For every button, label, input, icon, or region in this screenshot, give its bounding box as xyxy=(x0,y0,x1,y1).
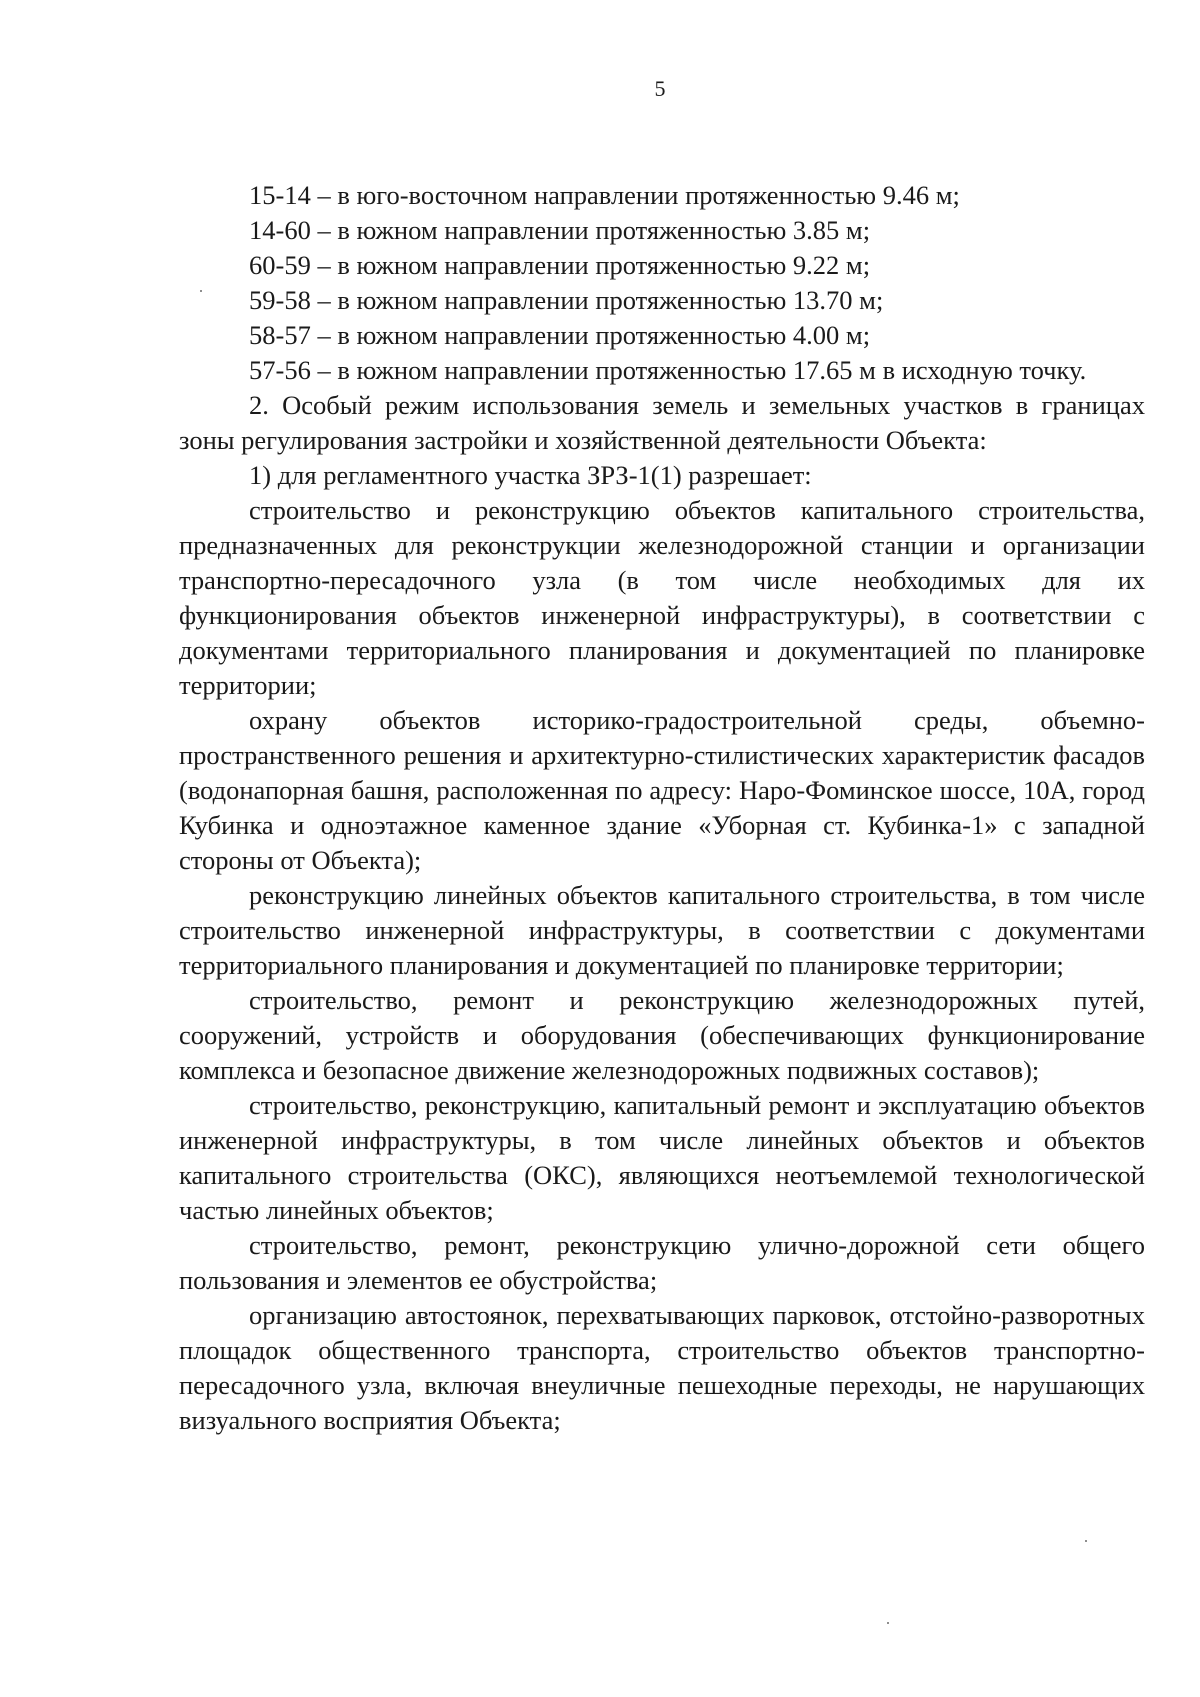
subsection-heading: 1) для регламентного участка ЗРЗ-1(1) разрешает: xyxy=(249,460,812,490)
section-heading-paragraph: 2. Особый режим использования земель и земельных участков в границах зоны регулирования застройки и хозяйственной деятельности Объекта: xyxy=(179,390,1145,455)
regulation-item: охрану объектов историко-градостроительной среды, объемно-пространственного решения и архитектурно-стилистических характеристик фасадов (водонапорная башня, расположенная по адресу: Наро-Фоминское шоссе, 10А, город Кубинка и одноэтажное каменное здание «Уборная ст. Кубинка-1» с западной стороны от Объекта); xyxy=(179,705,1145,875)
regulation-item: строительство, ремонт, реконструкцию улично-дорожной сети общего пользования и элементов ее обустройства; xyxy=(179,1230,1145,1295)
scan-speck xyxy=(887,1622,889,1624)
segment-line: 15-14 – в юго-восточном направлении протяженностью 9.46 м; xyxy=(249,180,960,210)
segment-line: 60-59 – в южном направлении протяженностью 9.22 м; xyxy=(249,250,871,280)
segment-line: 58-57 – в южном направлении протяженностью 4.00 м; xyxy=(249,320,871,350)
segment-final-paragraph: 57-56 – в южном направлении протяженностью 17.65 м в исходную точку. xyxy=(249,355,1087,385)
regulation-item: строительство, реконструкцию, капитальный ремонт и эксплуатацию объектов инженерной инфраструктуры, в том числе линейных объектов и объектов капитального строительства (ОКС), являющихся неотъемлемой технологической частью линейных объектов; xyxy=(179,1090,1145,1225)
segment-line: 59-58 – в южном направлении протяженностью 13.70 м; xyxy=(249,285,884,315)
scan-speck xyxy=(1085,1540,1087,1542)
regulation-item: строительство и реконструкцию объектов капитального строительства, предназначенных для реконструкции железнодорожной станции и организации транспортно-пересадочного узла (в том числе необходимых для их функционирования объектов инженерной инфраструктуры), в соответствии с документами территориального планирования и документацией по планировке территории; xyxy=(179,495,1145,700)
segment-line: 14-60 – в южном направлении протяженностью 3.85 м; xyxy=(249,215,871,245)
document-body xyxy=(179,178,1145,1438)
scan-speck xyxy=(200,290,202,292)
regulation-item: реконструкцию линейных объектов капитального строительства, в том числе строительство инженерной инфраструктуры, в соответствии с документами территориального планирования и документацией по планировке территории; xyxy=(179,880,1145,980)
regulation-item: организацию автостоянок, перехватывающих парковок, отстойно-разворотных площадок общественного транспорта, строительство объектов транспортно-пересадочного узла, включая внеуличные пешеходные переходы, не нарушающих визуального восприятия Объекта; xyxy=(179,1300,1145,1435)
regulation-item: строительство, ремонт и реконструкцию железнодорожных путей, сооружений, устройств и оборудования (обеспечивающих функционирование комплекса и безопасное движение железнодорожных подвижных составов); xyxy=(179,985,1145,1085)
page-number: 5 xyxy=(654,76,666,101)
